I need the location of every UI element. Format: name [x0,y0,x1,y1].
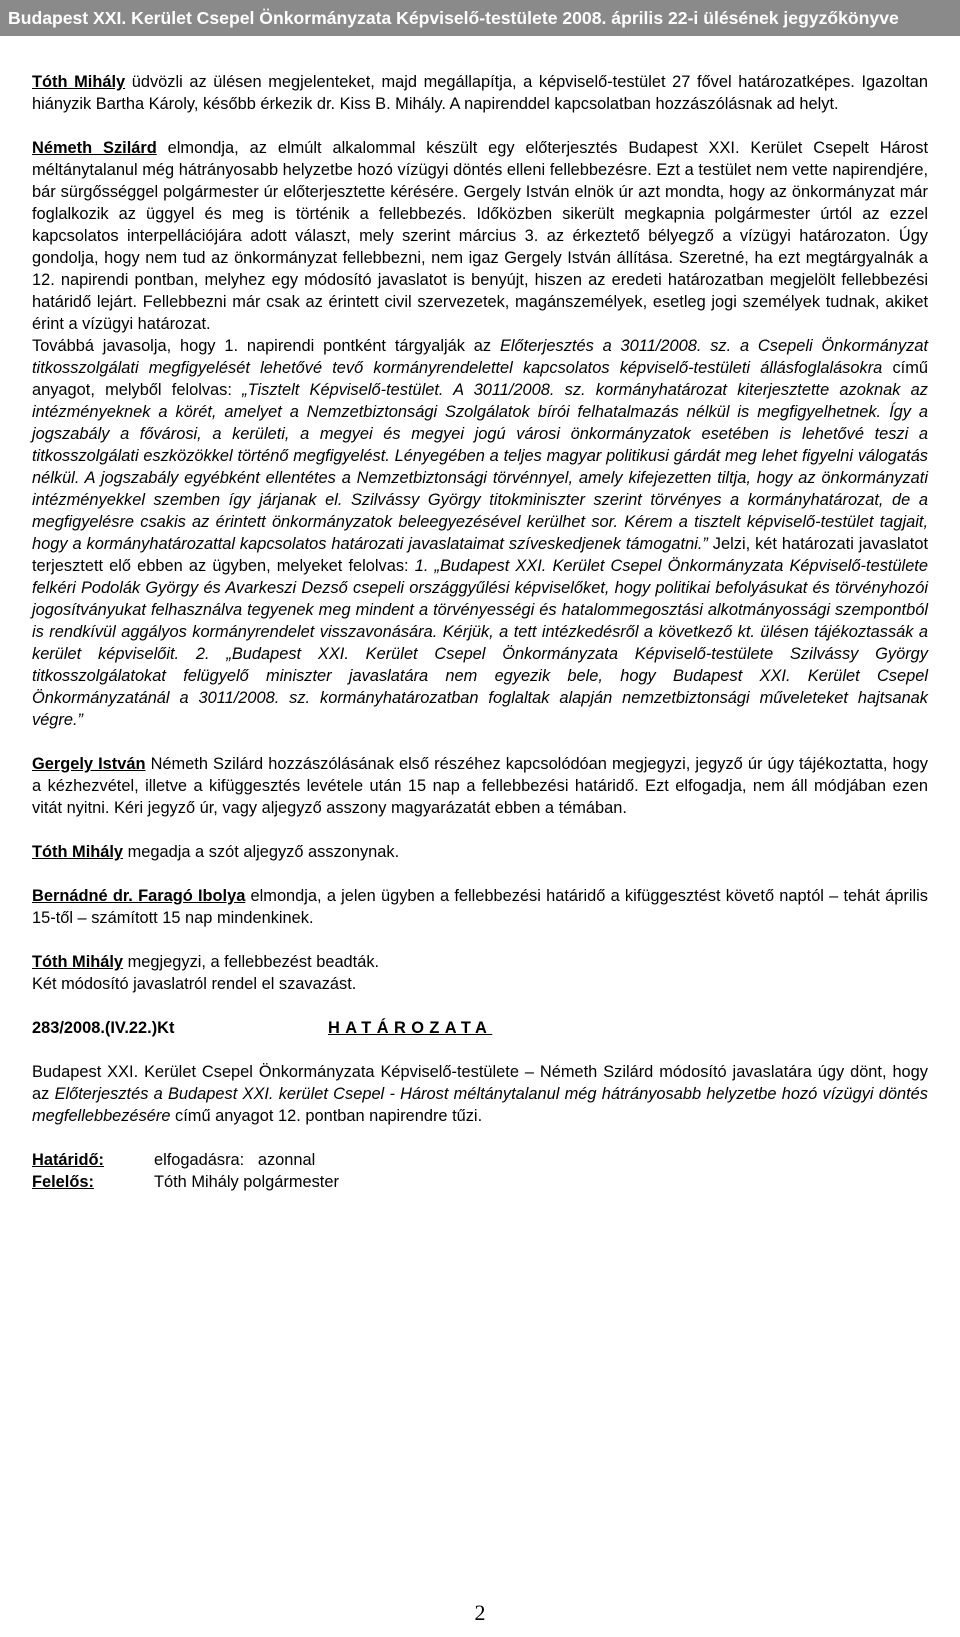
paragraph-text: című anyagot 12. pontban napirendre tűzi. [170,1107,483,1125]
header-title: Budapest XXI. Kerület Csepel Önkormányzata Képviselő-testülete 2008. április 22-i ülésének jegyzőkönyve [8,8,899,28]
speaker-name: Tóth Mihály [32,73,126,91]
document-body [32,71,928,1193]
paragraph-text: elmondja, a jelen ügyben a fellebbezési határidő a kifüggesztést követő naptól – tehát április 15-től – számított 15 nap mindenkinek. [32,887,928,927]
speaker-name: Bernádné dr. Faragó Ibolya [32,887,246,905]
responsible-value: Tóth Mihály polgármester [154,1173,339,1191]
resolution-header [32,1017,928,1039]
resolution-heading: HATÁROZATA [328,1019,493,1037]
speaker-name: Gergely István [32,755,146,773]
speaker-name: Tóth Mihály [32,843,124,861]
responsible-label: Felelős: [32,1173,94,1191]
italic-title: Előterjesztés a Budapest XXI. kerület Csepel - Hárost méltánytalanul még hátrányosabb helyzetbe hozó vízügyi döntés megfellebbezésére [32,1085,928,1125]
italic-quote: „Tisztelt Képviselő-testület. A 3011/2008. sz. kormányhatározat kiterjesztette azoknak az intézményeknek a körét, amelyet a Nemzetbiztonsági Szolgálatok bírói felhatalmazás nélkül is megfigyelhetnek. Így a jogszabály a fővárosi, a kerületi, a megyei és megyei jogú városi önkormányzatok esetében is lehetővé teszi a titkosszolgálati eszközökkel történő megfigyelést. Lényegében a teljes magyar politikusi gárdát meg lehet figyelni válogatás nélkül. A jogszabály egyébként ellentétes a Nemzetbiztonsági törvénnyel, amely kifejezetten tiltja, hogy az önkormányzati intézményekkel szemben így járjanak el. Szilvássy György titokminiszter szerint törvényes a kormányhatározat, de a megfigyelésre csakis az érintett önkormányzatok beleegyezésével kerülhet sor. Kérem a tisztelt képviselő-testület tagjait, hogy a kormányhatározattal kapcsolatos határozati javaslataimat szíveskedjenek támogatni.” [32,381,928,553]
deadline-label: Határidő: [32,1151,104,1169]
deadline-row [32,1149,928,1171]
paragraph-text: című anyagot, melyből felolvas: [32,359,929,399]
paragraph-nemeth [32,137,928,731]
italic-title: Előterjesztés a 3011/2008. sz. a Csepeli Önkormányzat titkosszolgálati megfigyelését lehetővé tevő kormányrendelettel kapcsolatos képviselő-testületi állásfoglalásokra [32,337,929,377]
speaker-name: Németh Szilárd [32,139,157,157]
paragraph-gergely [32,753,928,819]
resolution-text [32,1061,928,1127]
paragraph-text: elmondja, az elmúlt alkalommal készült egy előterjesztés Budapest XXI. Kerület Csepelt Hárost méltánytalanul még hátrányosabb helyzetbe hozó vízügyi döntés elleni fellebbezésre. Ezt a testület nem vette napirendjére, bár sürgősséggel polgármester úr előterjesztette kérésére. Gergely István elnök úr azt mondta, hogy az önkormányzat már foglalkozik az üggyel és meg is történik a fellebbezés. Időközben sikerült megkapnia polgármester úrtól az ezzel kapcsolatos interpellációjára adott választ, mely szerint március 3. az érkeztető bélyegző a vízügyi határozaton. Úgy gondolja, hogy nem tud az önkormányzat fellebbezni, nem igaz Gergely István állítása. Szeretné, ha ezt megtárgyalnák a 12. napirendi pontban, melyhez egy módosító javaslatot is benyújt, hiszen az eredeti határozatban megjelölt fellebbezési határidő lejárt. Fellebbezni már csak az érintett civil szervezetek, magánszemélyek, esetleg jogi személyek tudnak, akiket érint a vízügyi határozat. [32,139,928,333]
paragraph-text: Németh Szilárd hozzászólásának első részéhez kapcsolódóan megjegyzi, jegyző úr úgy tájékoztatta, hogy a kézhezvétel, illetve a kifüggesztés levétele után 15 nap a fellebbezési határidő. Ezt elfogadja, nem áll módjában ezen vitát nyitni. Kéri jegyző úr, vagy aljegyző asszony magyarázatát ebben a témában. [32,755,928,817]
responsible-row [32,1171,928,1193]
speaker-name: Tóth Mihály [32,953,124,971]
paragraph-text: megadja a szót aljegyző asszonynak. [123,843,400,861]
paragraph-toth-2 [32,841,928,863]
paragraph-text: üdvözli az ülésen megjelenteket, majd megállapítja, a képviselő-testület 27 fővel határozatképes. Igazoltan hiányzik Bartha Károly, később érkezik dr. Kiss B. Mihály. A napirenddel kapcsolatban hozzászólásnak ad helyt. [32,73,928,113]
paragraph-bernadne [32,885,928,929]
document-header [0,0,960,36]
italic-proposals: 1. „Budapest XXI. Kerület Csepel Önkormányzata Képviselő-testülete felkéri Podolák György és Avarkeszi Dezső csepeli országgyűlési képviselőket, hogy politikai befolyásukat és törvényhozói jogosítványukat felhasználva tegyenek meg mindent a törvényességi és hatalommegosztási alkotmányossági szempontból is rendkívül aggályos kormányrendelet visszavonására. Kérjük, a tett intézkedésről a következő kt. ülésen tájékoztassák a kerület képviselőit. 2. „Budapest XXI. Kerület Csepel Önkormányzata Képviselő-testülete Szilvássy György titkosszolgálatokat felügyelő miniszter javaslatára nem egyezik bele, hogy Budapest XXI. Kerület Csepel Önkormányzatánál a 3011/2008. sz. kormányhatározatban foglaltak alapján nemzetbiztonsági műveleteket hajtsanak végre.” [32,557,928,729]
deadline-value: elfogadásra: azonnal [154,1151,316,1169]
paragraph-text: Jelzi, két határozati javaslatot terjesztett elő ebben az ügyben, melyeket felolvas: [32,535,929,575]
resolution-number: 283/2008.(IV.22.)Kt [32,1019,175,1037]
paragraph-text: Továbbá javasolja, hogy 1. napirendi pontként tárgyalják az [32,337,500,355]
paragraph-text: Budapest XXI. Kerület Csepel Önkormányzata Képviselő-testülete – Németh Szilárd módosító javaslatára úgy dönt, hogy az [32,1063,928,1103]
page-number: 2 [474,1600,486,1625]
paragraph-opening [32,71,928,115]
paragraph-text: megjegyzi, a fellebbezést beadták. [123,953,380,971]
paragraph-text: Két módosító javaslatról rendel el szavazást. [32,975,357,993]
paragraph-toth-3 [32,951,928,995]
